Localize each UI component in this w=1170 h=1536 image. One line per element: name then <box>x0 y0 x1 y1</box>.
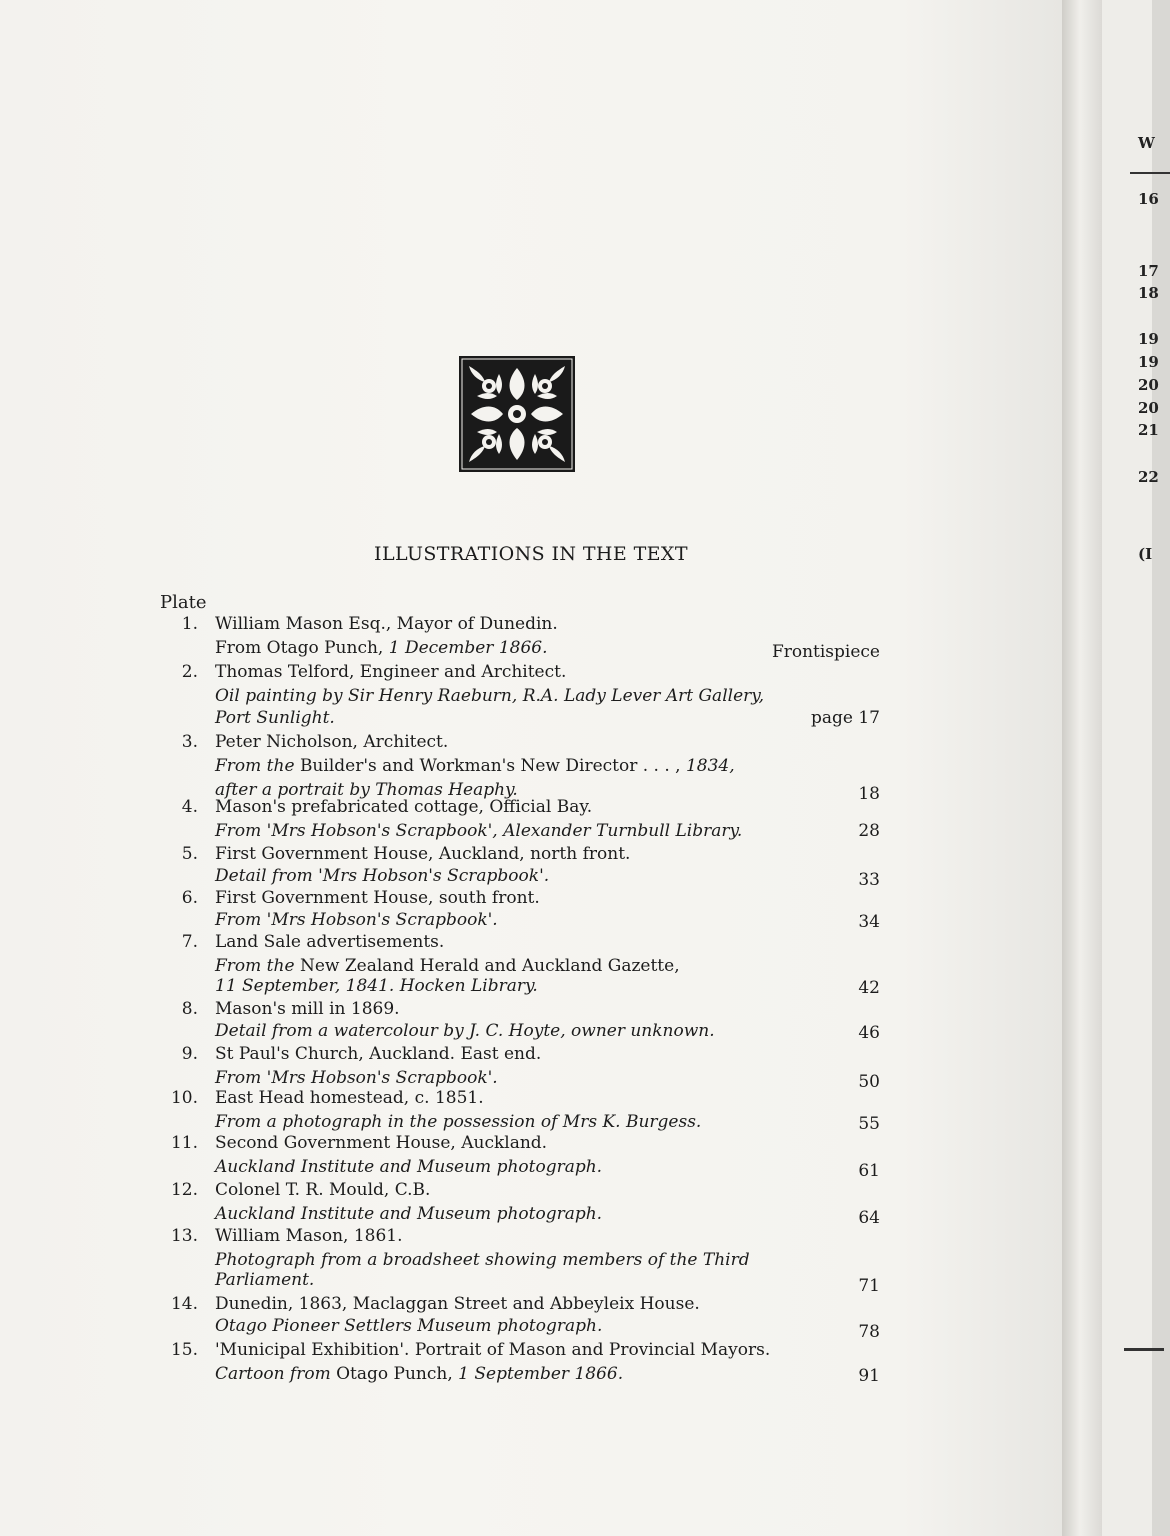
plate-page: 64 <box>858 1208 880 1228</box>
plate-page: page 17 <box>811 708 880 728</box>
plate-source: Oil painting by Sir Henry Raeburn, R.A. Lady Lever Art Gallery, <box>215 686 765 706</box>
facing-page-fragment: 21 <box>1138 421 1159 439</box>
plate-page: 18 <box>858 784 880 804</box>
facing-page-fragment: 18 <box>1138 284 1159 302</box>
plate-source: Detail from a watercolour by J. C. Hoyte, owner unknown. <box>215 1021 715 1041</box>
plate-number: 6. <box>181 888 198 908</box>
facing-page-fragment: 19 <box>1138 353 1159 371</box>
plate-number: 11. <box>170 1133 198 1153</box>
plate-source-part: Cartoon from <box>215 1364 331 1384</box>
section-title: ILLUSTRATIONS IN THE TEXT <box>374 543 688 565</box>
plate-source-part: From the <box>215 756 295 776</box>
plate-source-part: Builder's and Workman's New Director . . . , <box>299 756 681 776</box>
plate-column-label: Plate <box>160 592 207 613</box>
plate-number: 15. <box>170 1340 198 1360</box>
plate-source: Detail from 'Mrs Hobson's Scrapbook'. <box>215 866 550 886</box>
plate-number: 14. <box>170 1294 198 1314</box>
plate-page: 91 <box>858 1366 880 1386</box>
plate-source: From 'Mrs Hobson's Scrapbook'. <box>215 1068 498 1088</box>
plate-page: 61 <box>858 1161 880 1181</box>
book-gutter <box>1062 0 1102 1536</box>
facing-page-fragment: 19 <box>1138 330 1159 348</box>
facing-page-rule <box>1124 1348 1164 1351</box>
plate-source-part: 1834, <box>685 756 735 776</box>
plate-page: Frontispiece <box>771 642 880 662</box>
plate-number: 1. <box>181 614 198 634</box>
plate-source: From 'Mrs Hobson's Scrapbook', Alexander Turnbull Library. <box>215 821 743 841</box>
plate-page: 50 <box>858 1072 880 1092</box>
facing-page-edge <box>1102 0 1159 1536</box>
plate-title: First Government House, Auckland, north front. <box>215 844 631 864</box>
plate-number: 13. <box>170 1226 198 1246</box>
plate-number: 2. <box>181 662 198 682</box>
plate-title: 'Municipal Exhibition'. Portrait of Mason and Provincial Mayors. <box>215 1340 771 1360</box>
plate-source <box>215 756 735 776</box>
plate-number: 7. <box>181 932 198 952</box>
facing-page-fragment: 16 <box>1138 190 1159 208</box>
plate-source: From 'Mrs Hobson's Scrapbook'. <box>215 910 498 930</box>
plate-source: Port Sunlight. <box>215 708 335 728</box>
facing-page-rule <box>1130 172 1170 174</box>
plate-source-part: 1 September 1866. <box>458 1364 624 1384</box>
plate-source-part: From Otago Punch, <box>215 638 384 658</box>
plate-title: East Head homestead, c. 1851. <box>215 1088 484 1108</box>
plate-number: 8. <box>181 999 198 1019</box>
plate-title: Land Sale advertisements. <box>215 932 445 952</box>
plate-title: St Paul's Church, Auckland. East end. <box>215 1044 542 1064</box>
plate-title: William Mason Esq., Mayor of Dunedin. <box>215 614 558 634</box>
plate-source-part: Otago Punch, <box>336 1364 453 1384</box>
plate-title: William Mason, 1861. <box>215 1226 403 1246</box>
plate-number: 3. <box>181 732 198 752</box>
plate-title: First Government House, south front. <box>215 888 540 908</box>
plate-title: Mason's mill in 1869. <box>215 999 400 1019</box>
plate-page: 78 <box>858 1322 880 1342</box>
plate-number: 5. <box>181 844 198 864</box>
plate-page: 46 <box>858 1023 880 1043</box>
plate-page: 71 <box>858 1276 880 1296</box>
plate-source: From a photograph in the possession of Mrs K. Burgess. <box>215 1112 702 1132</box>
facing-page-fragment: 20 <box>1138 376 1159 394</box>
plate-source-part: New Zealand Herald and Auckland Gazette, <box>299 956 680 976</box>
plate-page: 28 <box>858 821 880 841</box>
facing-page-fragment: (I <box>1138 545 1153 563</box>
plate-title: Dunedin, 1863, Maclaggan Street and Abbeyleix House. <box>215 1294 700 1314</box>
plate-title: Peter Nicholson, Architect. <box>215 732 449 752</box>
plate-title: Second Government House, Auckland. <box>215 1133 548 1153</box>
facing-page-fragment: 22 <box>1138 468 1159 486</box>
plate-number: 10. <box>170 1088 198 1108</box>
plate-source: Auckland Institute and Museum photograph. <box>215 1204 603 1224</box>
facing-page-fragment: 17 <box>1138 262 1159 280</box>
plate-source: Auckland Institute and Museum photograph. <box>215 1157 603 1177</box>
plate-source: Otago Pioneer Settlers Museum photograph. <box>215 1316 603 1336</box>
plate-source: Parliament. <box>215 1270 315 1290</box>
plate-number: 4. <box>181 797 198 817</box>
plate-source <box>215 956 680 976</box>
plate-source-part: From the <box>215 956 295 976</box>
plate-number: 9. <box>181 1044 198 1064</box>
plate-page: 42 <box>858 978 880 998</box>
facing-page-fragment: 20 <box>1138 399 1159 417</box>
facing-page-fragment: W <box>1138 134 1155 152</box>
plate-source: 11 September, 1841. Hocken Library. <box>215 976 538 996</box>
plate-title: Colonel T. R. Mould, C.B. <box>215 1180 431 1200</box>
plate-page: 33 <box>858 870 880 890</box>
plate-title: Mason's prefabricated cottage, Official Bay. <box>215 797 593 817</box>
floral-square-ornament-icon <box>459 356 575 472</box>
plate-source <box>215 638 548 658</box>
plate-source <box>215 1364 623 1384</box>
plate-source: Photograph from a broadsheet showing members of the Third <box>215 1250 750 1270</box>
plate-source-part: 1 December 1866. <box>388 638 548 658</box>
plate-source: after a portrait by Thomas Heaphy. <box>215 780 518 800</box>
plate-title: Thomas Telford, Engineer and Architect. <box>215 662 567 682</box>
plate-number: 12. <box>170 1180 198 1200</box>
plate-page: 34 <box>858 912 880 932</box>
plate-page: 55 <box>858 1114 880 1134</box>
